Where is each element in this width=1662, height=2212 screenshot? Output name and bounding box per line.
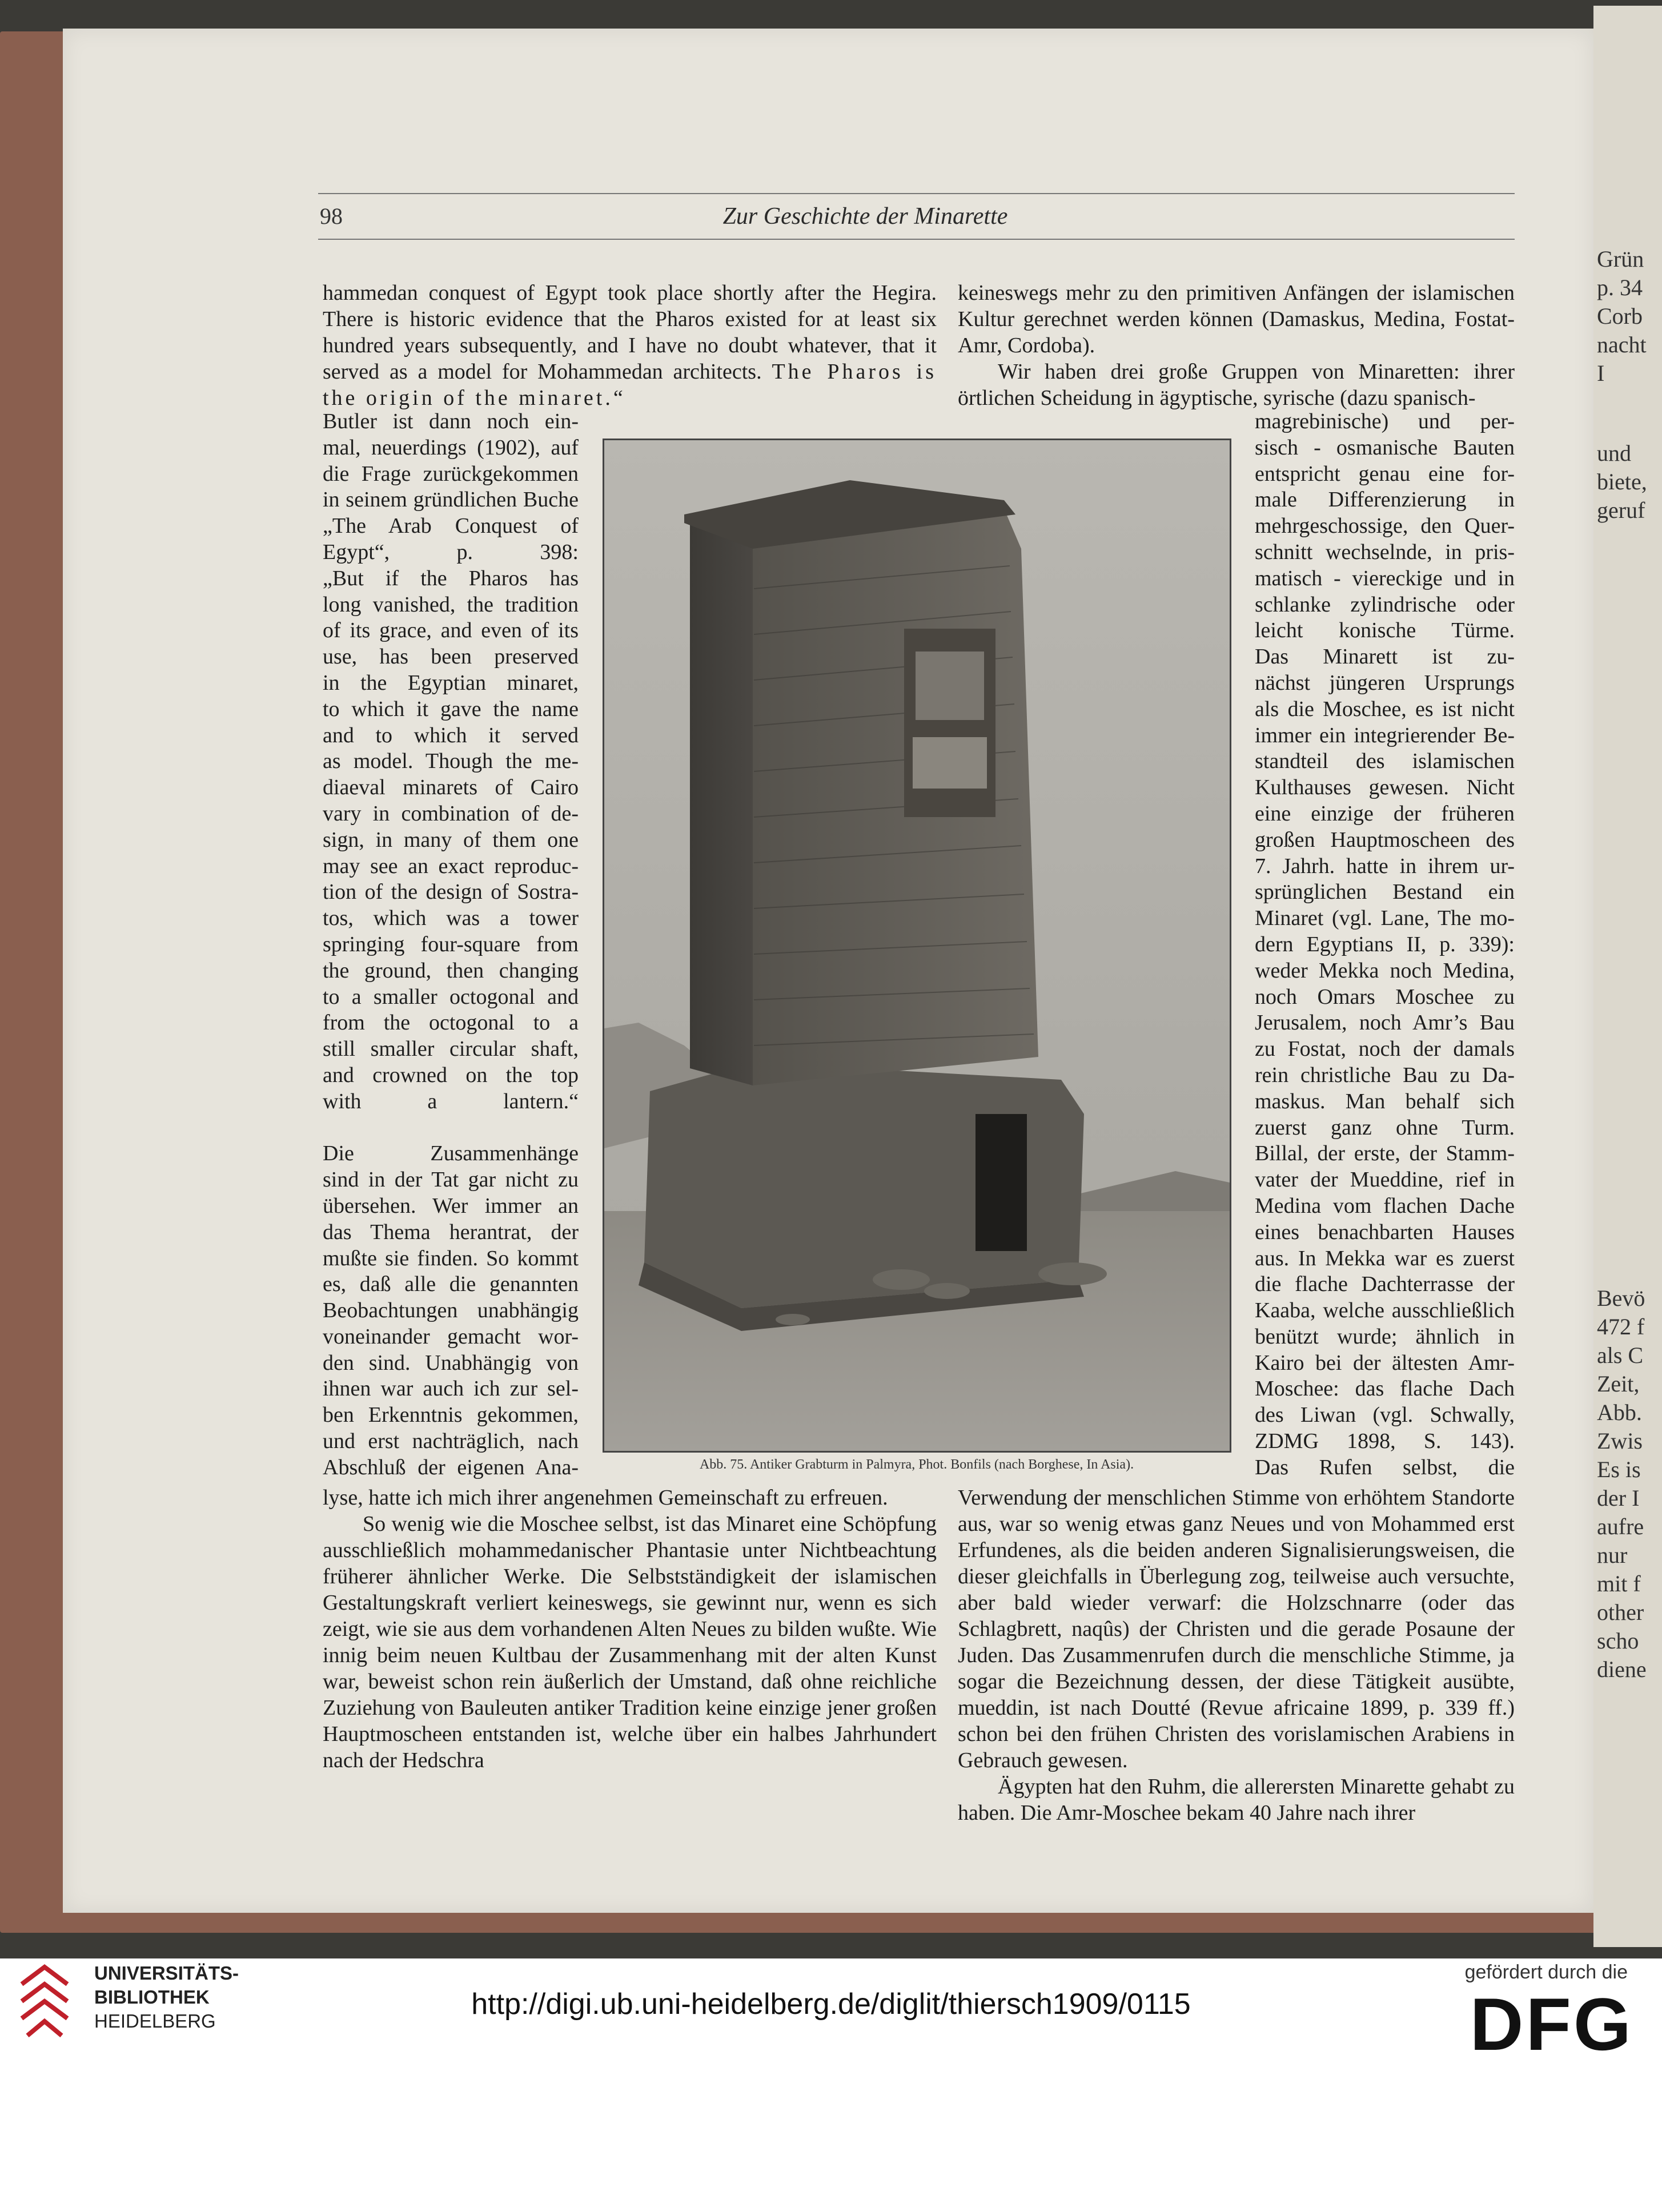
figure-caption: Abb. 75. Antiker Grabturm in Palmyra, Phot. Bonfils (nach Borghese, In Asia). (699, 1457, 1134, 1472)
pharos-origin-quote: The Pharos is the origin of the minaret.“ (323, 360, 937, 410)
left-narrow-column (323, 409, 579, 1481)
adjacent-fragment: biete, (1597, 469, 1647, 494)
page-number: 98 (320, 203, 343, 229)
adjacent-fragment: other (1597, 1599, 1644, 1625)
text-line: tion of the design of Sostra- (323, 880, 579, 904)
text-line: springing four-square from (323, 932, 579, 956)
adjacent-fragment: und (1597, 440, 1631, 466)
adjacent-fragment: als C (1597, 1342, 1644, 1368)
text-line: sign, in many of them one (323, 827, 579, 852)
adjacent-fragment: mit f (1597, 1571, 1641, 1596)
text-line: 7. Jahrh. hatte in ihrem ur- (1255, 854, 1515, 878)
text-line: in seinem gründlichen Buche (323, 488, 579, 512)
text-line: and to which it served (323, 723, 579, 747)
text-line: sind in der Tat gar nicht zu (323, 1168, 579, 1192)
adjacent-fragment: Abb. (1597, 1399, 1642, 1425)
text-line: voneinander gemacht wor- (323, 1324, 579, 1349)
funded-by-label: gefördert durch die (1464, 1961, 1628, 1983)
text-line: weder Mekka noch Medina, (1255, 958, 1515, 983)
left-bottom-para2: So wenig wie die Moschee selbst, ist das Minaret eine Schöpfung ausschließlich mohammedanischer Phantasie unter Nichtbeachtung früherer ähnlicher Werke. Die Selbstständigkeit der islamischen Gestaltungskraft verliert keineswegs, sie gewinnt nur, wenn es sich zeigt, wie sie aus dem vorhandenen Alten Neues zu bilden wußte. Wie innig beim neuen Kultbau der Zusammenhang mit der alten Kunst war, beweist schon rein äußerlich der Umstand, daß ohne reichliche Zuziehung von Bauleuten antiker Tradition keine einzige jener großen Hauptmoscheen entstanden ist, welche über ein halbes Jahrhundert nach der Hedschra (323, 1512, 937, 1772)
text-line: Beobachtungen unabhängig (323, 1298, 579, 1323)
tower-photo (604, 440, 1230, 1451)
right-top-para2: Wir haben drei große Gruppen von Minaretten: ihrer örtlichen Scheidung in ägyptische, syrische (dazu spanisch- (958, 360, 1515, 410)
text-line: still smaller circular shaft, (323, 1037, 579, 1061)
text-line: das Thema herantrat, der (323, 1220, 579, 1244)
text-line: Medina vom flachen Dache (1255, 1193, 1515, 1218)
text-line: mußte sie finden. So kommt (323, 1246, 579, 1270)
adjacent-fragment: Corb (1597, 303, 1643, 329)
adjacent-fragment: 472 f (1597, 1314, 1645, 1340)
text-line: eine einzige der früheren (1255, 801, 1515, 826)
text-line: nächst jüngeren Ursprungs (1255, 670, 1515, 695)
adjacent-fragment: Bevö (1597, 1285, 1645, 1311)
text-line: „But if the Pharos has (323, 566, 579, 590)
text-line: Kairo bei der ältesten Amr- (1255, 1350, 1515, 1375)
text-line: matisch - viereckige und in (1255, 566, 1515, 590)
text-line: with a lantern.“ (323, 1089, 579, 1113)
text-line: schlanke zylindrische oder (1255, 592, 1515, 617)
text-line: Jerusalem, noch Amr’s Bau (1255, 1011, 1515, 1035)
left-top-paragraph (323, 280, 937, 411)
library-line1: UNIVERSITÄTS- (94, 1962, 239, 1984)
text-line: male Differenzierung in (1255, 488, 1515, 512)
right-bottom-para1: Verwendung der menschlichen Stimme von erhöhtem Standorte aus, war so wenig etwas ganz Neues und von Mohammed erst Erfundenes, als die beiden anderen Signalisierungsweisen, die dieser gleichfalls in Überlegung zog, teilweise auch versuchte, aber bald wieder verwarf: die Holzschnarre (oder das Schlagbrett, naqûs) der Christen und die gerade Posaune der Juden. Das Zusammenrufen durch die menschliche Stimme, ja sogar die Bezeichnung dessen, der diese Tätigkeit ausübte, mueddin, ist nach Doutté (Revue africaine 1899, p. 339 ff.) schon bei den frühen Christen des vorislamischen Arabiens in Gebrauch gewesen. (958, 1486, 1515, 1772)
text-line (323, 1115, 579, 1141)
text-line: zu Fostat, noch der damals (1255, 1037, 1515, 1061)
text-line: may see an exact reproduc- (323, 854, 579, 878)
text-line: to which it gave the name (323, 697, 579, 721)
text-line: leicht konische Türme. (1255, 618, 1515, 643)
adjacent-fragment: scho (1597, 1628, 1639, 1654)
right-bottom-paragraphs (958, 1485, 1515, 1826)
text-line: tos, which was a tower (323, 906, 579, 931)
book-page (63, 29, 1593, 1913)
text-line: and crowned on the top (323, 1063, 579, 1087)
adjacent-fragment: geruf (1597, 497, 1645, 523)
adjacent-fragment: Zwis (1597, 1428, 1643, 1454)
adjacent-fragment: nacht (1597, 332, 1647, 357)
text-line: entspricht genau eine for- (1255, 461, 1515, 486)
text-line: Abschluß der eigenen Ana- (323, 1455, 579, 1479)
text-line: magrebinische) und per- (1255, 409, 1515, 433)
text-line: Minaret (vgl. Lane, The mo- (1255, 906, 1515, 931)
adjacent-fragment: aufre (1597, 1514, 1644, 1539)
text-line: noch Omars Moschee zu (1255, 984, 1515, 1009)
text-line: dern Egyptians II, p. 339): (1255, 932, 1515, 956)
text-line: mehrgeschossige, den Quer- (1255, 514, 1515, 538)
text-line: diaeval minarets of Cairo (323, 775, 579, 800)
text-line: schnitt wechselnde, in pris- (1255, 540, 1515, 564)
adjacent-fragment: I (1597, 360, 1605, 386)
adjacent-page (1593, 6, 1662, 1947)
text-line: long vanished, the tradition (323, 592, 579, 617)
footer-banner (0, 1958, 1662, 2212)
text-line: großen Hauptmoscheen des (1255, 827, 1515, 852)
text-line: Die Zusammenhänge (323, 1141, 579, 1166)
text-line: ihnen war auch ich zur sel- (323, 1377, 579, 1401)
text-line: als die Moschee, es ist nicht (1255, 697, 1515, 721)
text-line: from the octogonal to a (323, 1011, 579, 1035)
adjacent-fragment: nur (1597, 1542, 1628, 1568)
text-line: sisch - osmanische Bauten (1255, 435, 1515, 460)
figure-photo-tower (603, 439, 1231, 1453)
text-line: und erst nachträglich, nach (323, 1429, 579, 1454)
adjacent-fragment: Grün (1597, 246, 1644, 272)
permalink-url[interactable]: http://digi.ub.uni-heidelberg.de/diglit/thiersch1909/0115 (471, 1988, 1191, 2021)
text-line: Kulthauses gewesen. Nicht (1255, 775, 1515, 800)
text-line: mal, neuerdings (1902), auf (323, 435, 579, 460)
text-line: standteil des islamischen (1255, 749, 1515, 774)
text-line: es, daß alle die genannten (323, 1272, 579, 1297)
text-line: sprünglichen Bestand ein (1255, 880, 1515, 904)
text-line: die Frage zurückgekommen (323, 461, 579, 486)
text-line: Moschee: das flache Dach (1255, 1377, 1515, 1401)
adjacent-fragment: der I (1597, 1485, 1640, 1511)
adjacent-fragment: Zeit, (1597, 1371, 1640, 1397)
text-line: ben Erkenntnis gekommen, (323, 1403, 579, 1427)
text-line: Egypt“, p. 398: (323, 540, 579, 564)
header-rule-top (318, 193, 1515, 194)
text-line: die flache Dachterrasse der (1255, 1272, 1515, 1297)
left-bottom-paragraphs (323, 1485, 937, 1773)
adjacent-fragment: p. 34 (1597, 275, 1643, 300)
text-line: to a smaller octogonal and (323, 984, 579, 1009)
text-line: Billal, der erste, der Stamm- (1255, 1141, 1515, 1166)
text-line: in the Egyptian minaret, (323, 670, 579, 695)
text-line: aus. In Mekka war es zuerst (1255, 1246, 1515, 1270)
text-line: übersehen. Wer immer an (323, 1193, 579, 1218)
text-line: ZDMG 1898, S. 143). (1255, 1429, 1515, 1454)
text-line: vater der Mueddine, rief in (1255, 1168, 1515, 1192)
text-line: zuerst ganz ohne Turm. (1255, 1115, 1515, 1140)
text-line: maskus. Man behalf sich (1255, 1089, 1515, 1113)
running-title: Zur Geschichte der Minarette (722, 203, 1008, 230)
text-line: rein christliche Bau zu Da- (1255, 1063, 1515, 1087)
text-line: des Liwan (vgl. Schwally, (1255, 1403, 1515, 1427)
adjacent-fragment: Es is (1597, 1457, 1641, 1482)
text-line: benützt wurde; ähnlich in (1255, 1324, 1515, 1349)
text-line: eines benachbarten Hauses (1255, 1220, 1515, 1244)
library-line2: BIBLIOTHEK (94, 1986, 210, 2008)
right-top-para1: keineswegs mehr zu den primitiven Anfängen der islamischen Kultur gerechnet werden können (Damaskus, Medina, Fostat-Amr, Cordoba). (958, 281, 1515, 357)
text-line: Butler ist dann noch ein- (323, 409, 579, 433)
adjacent-fragment: diene (1597, 1656, 1647, 1682)
left-top-text: hammedan conquest of Egypt took place shortly after the Hegira. There is historic evidence that the Pharos existed for at least six hundred years subsequently, and I have no doubt whatever, that it served as a model for Mohammedan architects. (323, 281, 937, 384)
library-line3: HEIDELBERG (94, 2010, 216, 2032)
text-line: Das Rufen selbst, die (1255, 1455, 1515, 1479)
text-line: as model. Though the me- (323, 749, 579, 774)
text-line: of its grace, and even of its (323, 618, 579, 643)
right-bottom-para2: Ägypten hat den Ruhm, die allerersten Minarette gehabt zu haben. Die Amr-Moschee bekam 40 Jahre nach ihrer (958, 1775, 1515, 1825)
left-bottom-para1: lyse, hatte ich mich ihrer angenehmen Gemeinschaft zu erfreuen. (323, 1486, 888, 1510)
text-line: „The Arab Conquest of (323, 514, 579, 538)
right-narrow-column (1255, 409, 1515, 1481)
text-line: den sind. Unabhängig von (323, 1350, 579, 1375)
text-line: the ground, then changing (323, 958, 579, 983)
right-top-paragraph (958, 280, 1515, 411)
text-line: Kaaba, welche ausschließlich (1255, 1298, 1515, 1323)
text-line: vary in combination of de- (323, 801, 579, 826)
text-line: use, has been preserved (323, 645, 579, 669)
dfg-logo: DFG (1470, 1982, 1633, 2066)
text-line: Das Minarett ist zu- (1255, 645, 1515, 669)
text-line: immer ein integrierender Be- (1255, 723, 1515, 747)
header-rule-bottom (318, 239, 1515, 240)
